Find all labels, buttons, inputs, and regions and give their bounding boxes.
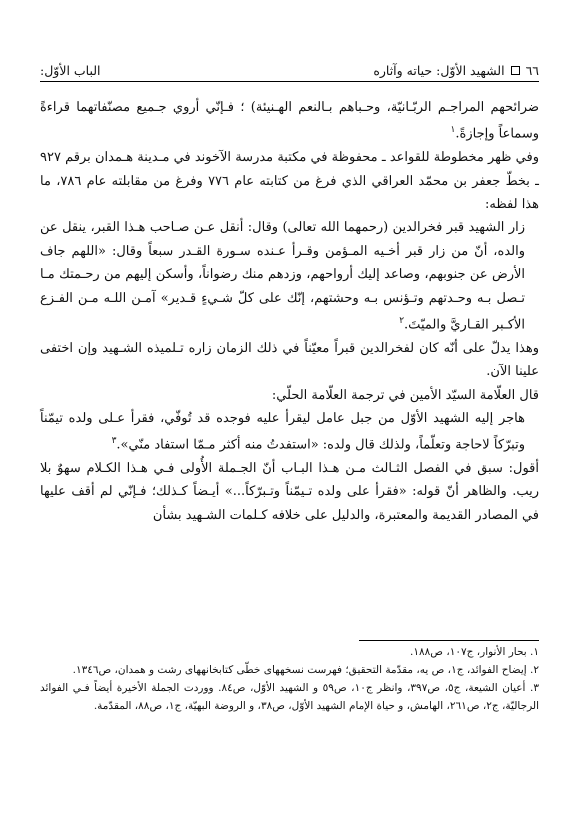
- paragraph-5: أقول: سبق في الفصل الثـالث مـن هـذا البـاب أنّ الجـملة الأُولى فـي هـذا الكـلام سهوٌ بلا ريب. والظاهر أنّ قوله: «فقرأ على ولده تـيمّناً وتـبرّكاً...» أيـضاً كـذلك؛ فـإنّي لم أقف عليها في المصادر القديمة والمعتبرة، والدليل على خلافه كـلمات الشـهيد بشأن: [40, 461, 539, 523]
- quote-paragraph-1: زار الشهيد قبر فخرالدين (رحمهما الله تعالى) وقال: أنقل عـن صـاحب هـذا القبر، ينقل عن والده، أنّ من زار قبر أخـيه المـؤمن وقـرأ عـنده سـورة القـدر سبعاً وقال: «اللهم جاف الأرض عن جنوبهم، وصاعد إليك أرواحهم، وزدهم منك رضواناً، وأسكن إليهم من رحـمتك مـا تـصل بـه وحـدتهم وتـؤنس بـه وحشتهم، إنّك على كلّ شـيءٍ قـدير» آمـن اللـه مـن الفـزع الأكـبر القـاريَّ والميّتَ.$^٢$: [40, 220, 525, 333]
- paragraph-1: ضرائحهم المراجـم الربّـانيّة، وحـباهم بـالنعم الهـنيئة) ؛ فـإنّي أروي جـميع مصنّفاتهما قراءةً وسماعاً وإجازةً.$^١$: [40, 100, 539, 142]
- paragraph-3: وهذا يدلّ على أنّه كان لفخرالدين قبراً معيّناً في ذلك الزمان زاره تـلميذه الشـهيد وإن اختفى علينا الآن.: [40, 340, 539, 380]
- footnotes: [40, 643, 539, 715]
- chapter-label: الباب الأوّل:: [40, 63, 101, 78]
- separator-square-icon: [511, 66, 520, 75]
- main-text: [40, 96, 539, 527]
- page-header: [40, 58, 539, 82]
- page-number: ٦٦: [525, 63, 539, 78]
- footnote-ref-2: ٢: [399, 315, 405, 326]
- paragraph-4: قال العلّامة السيّد الأمين في ترجمة العلّامة الحلّي:: [271, 387, 539, 403]
- footnote-1: ١. بحار الأنوار، ج١٠٧، ص١٨٨.: [410, 646, 539, 658]
- footnote-separator: [359, 640, 539, 641]
- running-title: الشهيد الأوّل: حياته وآثاره: [373, 63, 505, 78]
- quote-paragraph-2: هاجر إليه الشهيد الأوّل من جبل عامل ليقرأ عليه فوجده قد تُوفّي، فقرأ عـلى ولده تيمّناً وتبرّكاً لاحاجة وتعلّماً، ولذلك قال ولده: «استفدتُ منه أكثر مـمّا استفاد منّي».$^٣$: [40, 410, 525, 453]
- footnote-ref-1: ١: [450, 125, 456, 136]
- footnote-2: ٢. إيضاح الفوائد، ج١، ص يه، مقدّمة التحقيق؛ فهرست نسخههاى خطّى كتابخانههاى رشت و همدان، ص١٣٤٦.: [72, 664, 539, 676]
- footnote-3: ٣. أعيان الشيعة، ج٥، ص٣٩٧، وانظر ج١٠، ص٥٩ و الشهيد الأوّل، ص٨٤. ووردت الجملة الأخيرة أيضاً فـي الفوائد الرجاليّة، ج٢، ص٢٦١، الهامش، و حياة الإمام الشهيد الأوّل، ص٣٨، و الروضة البهيّة، ج١، ص٨٨، المقدّمة.: [40, 682, 539, 712]
- footnote-ref-3: ٣: [111, 436, 117, 447]
- header-right: [373, 63, 539, 78]
- paragraph-2: وفي ظهر مخطوطة للقواعد ـ محفوظة في مكتبة مدرسة الآخوند في مـدينة هـمدان برقم ٩٢٧ ـ بخطّ جعفر بن محمّد العراقي الذي فرغ من كتابته عام ٧٧٦ وفرغ من مقابلته عام ٧٨٦، ما هذا لفظه:: [40, 150, 539, 212]
